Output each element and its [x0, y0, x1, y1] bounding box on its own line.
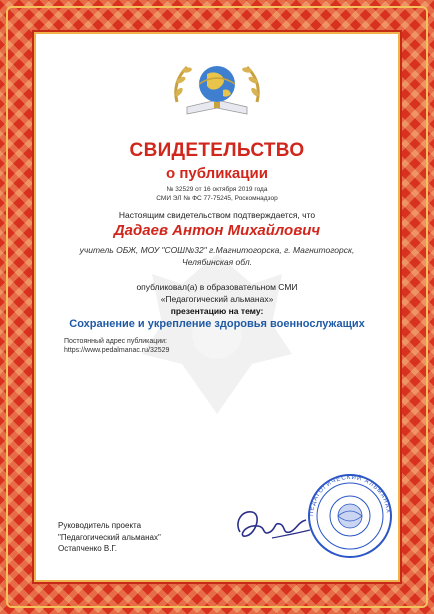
address-url[interactable]: https://www.pedalmanac.ru/32529 [64, 347, 170, 354]
published-text: опубликовал(а) в образовательном СМИ [136, 282, 298, 292]
recipient-name: Дадаев Антон Михайлович [113, 222, 321, 239]
signatory-block [58, 520, 161, 555]
publication-topic: Сохранение и укрепление здоровья военнослужащих [69, 318, 365, 330]
stamp-text: ПЕДАГОГИЧЕСКИЙ АЛЬМАНАХ [308, 474, 392, 517]
coat-of-arms-watermark-icon [132, 244, 302, 424]
globe-book-laurel-emblem-icon [167, 52, 267, 132]
certificate-title: СВИДЕТЕЛЬСТВО [129, 140, 305, 161]
address-label: Постоянный адрес публикации: [64, 338, 168, 345]
signatory-project: "Педагогический альманах" [58, 532, 161, 542]
certificate-sheet [36, 34, 398, 580]
round-seal-stamp-icon [306, 472, 394, 560]
almanac-name: «Педагогический альманах» [160, 294, 274, 304]
media-registration: СМИ ЭЛ № ФС 77-75245, Роскомнадзор [156, 195, 278, 202]
signatory-role: Руководитель проекта [58, 521, 142, 530]
recipient-position: учитель ОБЖ, МОУ "СОШ№32" г.Магнитогорска, г. Магнитогорск, Челябинская обл. [79, 245, 355, 267]
signatory-name: Остапченко В.Г. [58, 544, 118, 553]
certificate-subtitle: о публикации [166, 165, 268, 182]
registration-number: № 32529 от 16 октября 2019 года [166, 186, 268, 193]
confirm-text: Настоящим свидетельством подтверждается, что [118, 210, 316, 220]
handwritten-signature-icon [232, 502, 314, 546]
presentation-label: презентацию на тему: [170, 306, 264, 316]
